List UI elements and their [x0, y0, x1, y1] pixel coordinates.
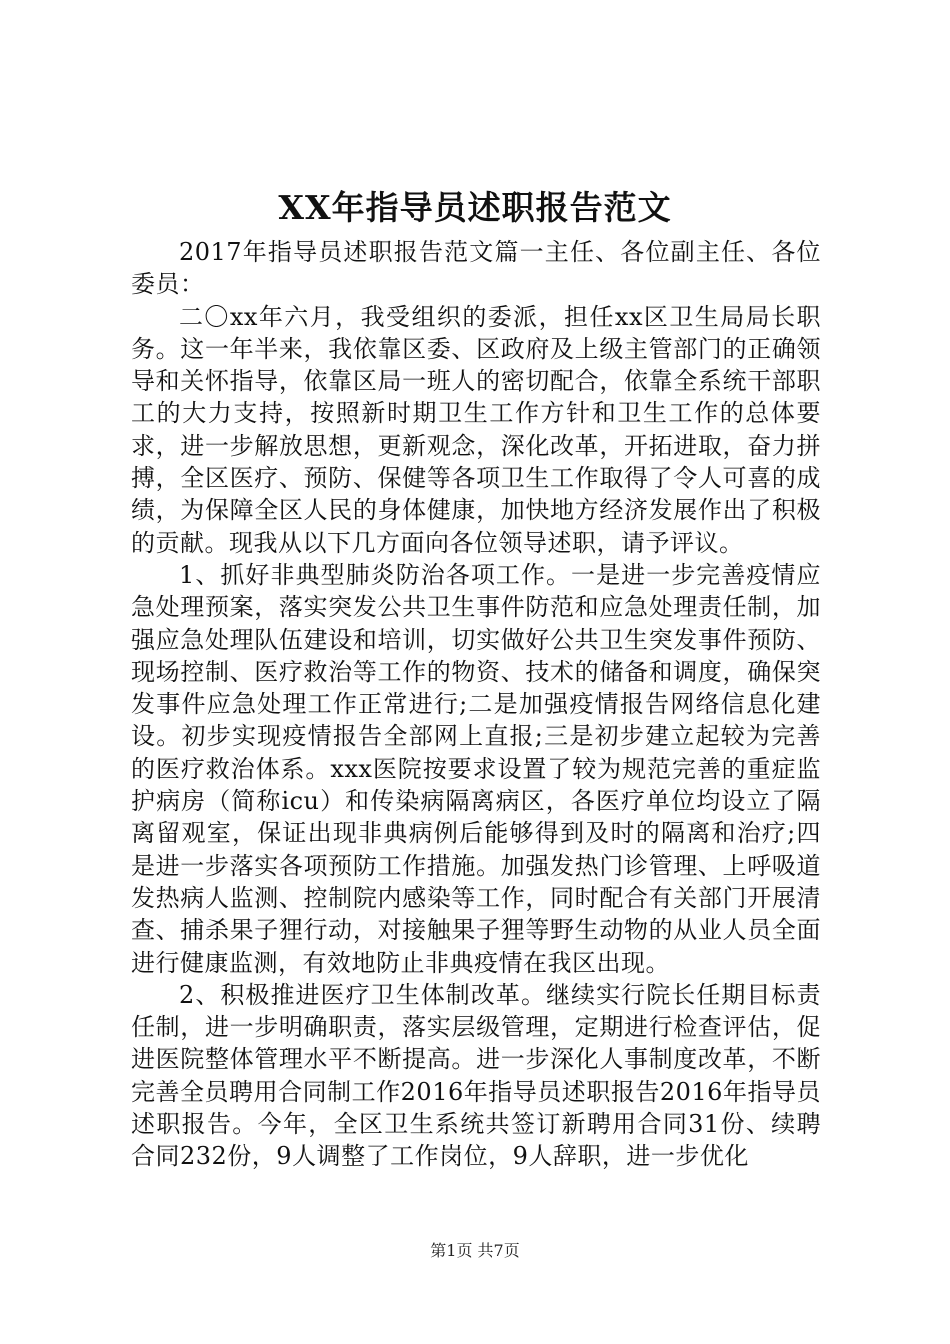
paragraph-salutation: 2017年指导员述职报告范文篇一主任、各位副主任、各位委员： [131, 238, 821, 299]
paragraph-item-1: 1、抓好非典型肺炎防治各项工作。一是进一步完善疫情应急处理预案，落实突发公共卫生事件防范和应急处理责任制，加强应急处理队伍建设和培训，切实做好公共卫生突发事件预防、现场控制、医疗救治等工作的物资、技术的储备和调度，确保突发事件应急处理工作正常进行;二是加强疫情报告网络信息化建设。初步实现疫情报告全部网上直报;三是初步建立起较为完善的医疗救治体系。xxx医院按要求设置了较为规范完善的重症监护病房（简称icu）和传染病隔离病区，各医疗单位均设立了隔离留观室，保证出现非典病例后能够得到及时的隔离和治疗;四是进一步落实各项预防工作措施。加强发热门诊管理、上呼吸道发热病人监测、控制院内感染等工作，同时配合有关部门开展清查、捕杀果子狸行动，对接触果子狸等野生动物的从业人员全面进行健康监测，有效地防止非典疫情在我区出现。 [131, 560, 821, 977]
page-number-footer: 第1页 共7页 [430, 1241, 520, 1260]
paragraph-introduction: 二〇xx年六月，我受组织的委派，担任xx区卫生局局长职务。这一年半来，我依靠区委、区政府及上级主管部门的正确领导和关怀指导，依靠区局一班人的密切配合，依靠全系统干部职工的大力支持，按照新时期卫生工作方针和卫生工作的总体要求，进一步解放思想，更新观念，深化改革，开拓进取，奋力拼搏，全区医疗、预防、保健等各项卫生工作取得了令人可喜的成绩，为保障全区人民的身体健康，加快地方经济发展作出了积极的贡献。现我从以下几方面向各位领导述职，请予评议。 [131, 302, 821, 557]
document-body [131, 236, 821, 1173]
document-title: XX年指导员述职报告范文 [278, 188, 672, 227]
paragraph-item-2: 2、积极推进医疗卫生体制改革。继续实行院长任期目标责任制，进一步明确职责，落实层级管理，定期进行检查评估，促进医院整体管理水平不断提高。进一步深化人事制度改革，不断完善全员聘用合同制工作2016年指导员述职报告2016年指导员述职报告。今年，全区卫生系统共签订新聘用合同31份、续聘合同232份，9人调整了工作岗位，9人辞职，进一步优化 [131, 980, 821, 1171]
